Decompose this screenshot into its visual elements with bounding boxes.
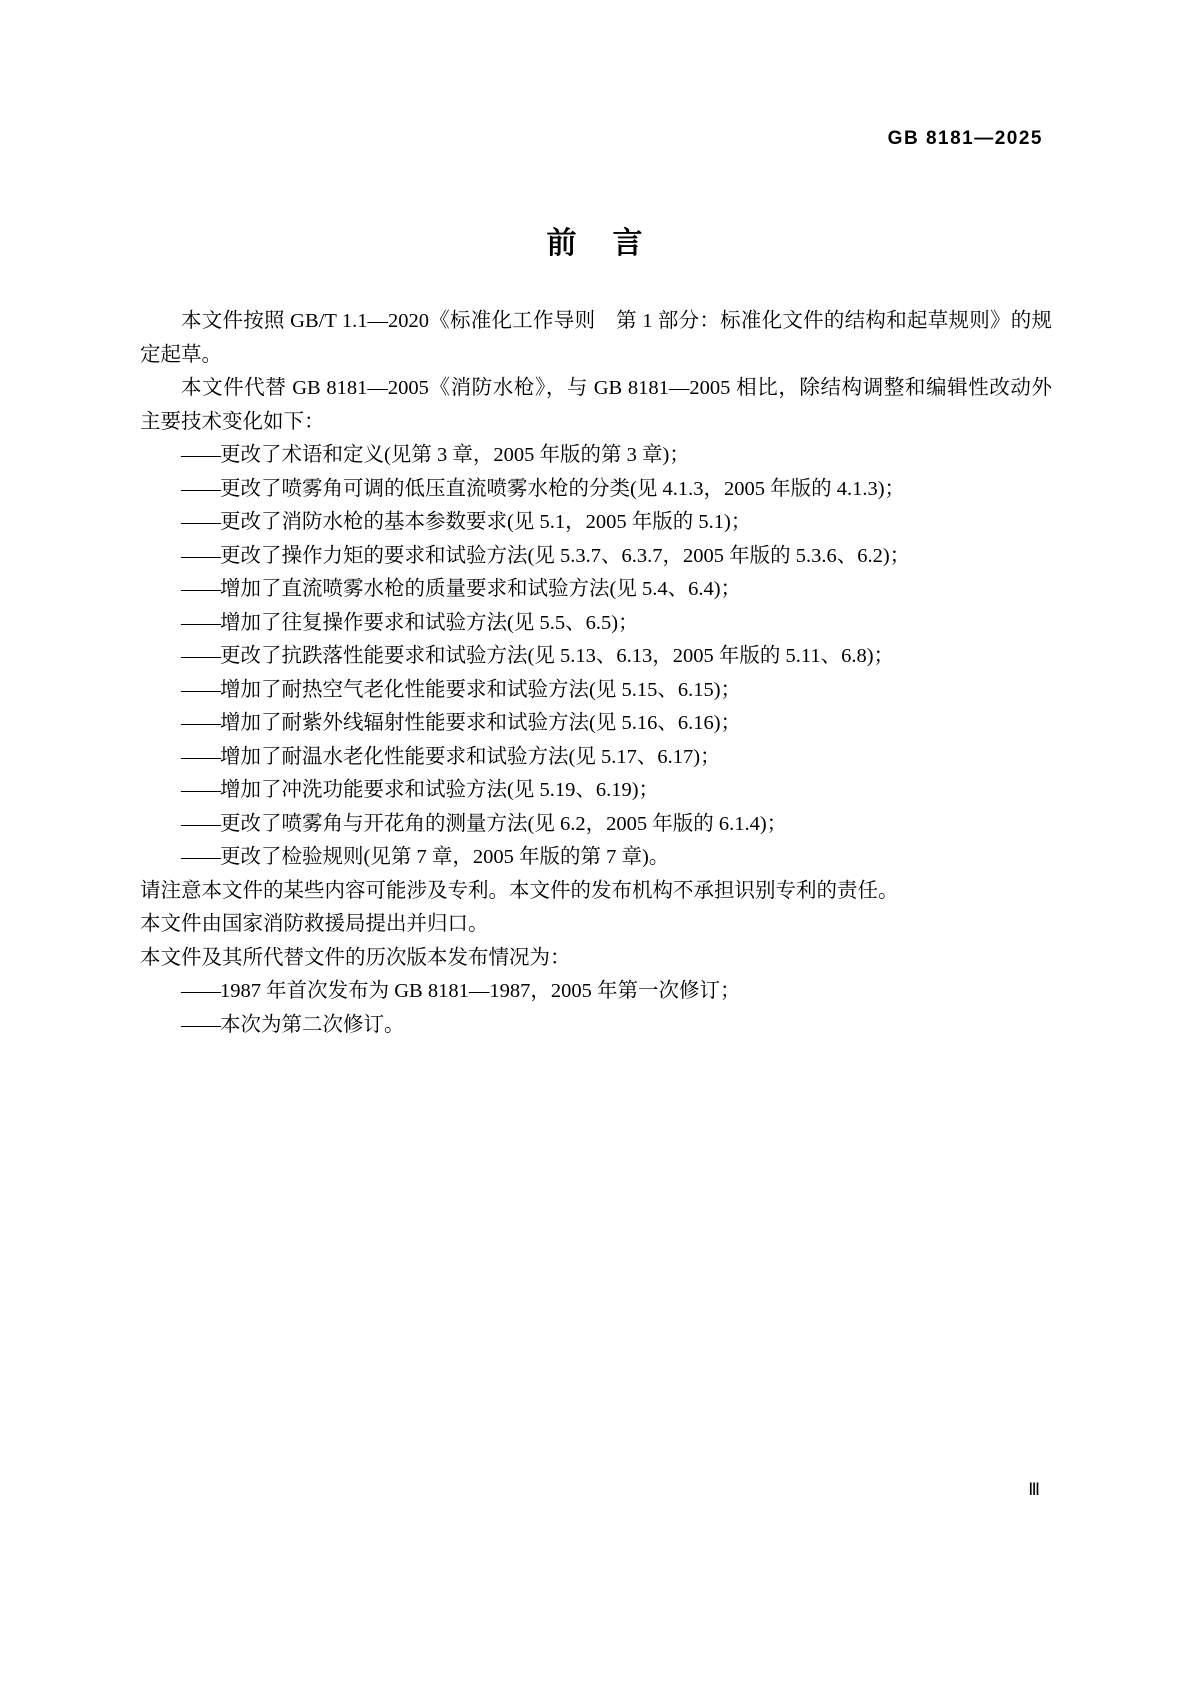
- page-number: Ⅲ: [1028, 1480, 1041, 1499]
- page-title-part1: 前: [546, 227, 579, 260]
- list-item-text: 本次为第二次修订。: [220, 1013, 405, 1036]
- dash-marker: ——: [181, 712, 220, 734]
- list-item: [140, 707, 1052, 741]
- list-item-text: 更改了术语和定义(见第 3 章，2005 年版的第 3 章)；: [220, 444, 690, 466]
- page-header-standard-number: GB 8181—2025: [887, 128, 1043, 149]
- list-item-text: 增加了耐热空气老化性能要求和试验方法(见 5.15、6.15)；: [220, 678, 742, 701]
- document-body: [140, 305, 1052, 1042]
- list-item: [140, 741, 1052, 775]
- dash-marker: ——: [181, 611, 220, 634]
- dash-marker: ——: [181, 846, 220, 868]
- paragraph-revision-history-intro: 本文件及其所代替文件的历次版本发布情况为：: [140, 946, 571, 969]
- list-item: [140, 573, 1052, 607]
- list-item: [140, 1009, 1052, 1043]
- paragraph-replaces: 本文件代替 GB 8181—2005《消防水枪》，与 GB 8181—2005 相比，除结构调整和编辑性改动外主要技术变化如下：: [140, 377, 1052, 433]
- list-item-text: 更改了抗跌落性能要求和试验方法(见 5.13、6.13，2005 年版的 5.11、6.8)；: [220, 645, 895, 667]
- paragraph-proposing-body: 本文件由国家消防救援局提出并归口。: [140, 913, 489, 935]
- list-item: [140, 774, 1052, 808]
- paragraph-patent-notice: 请注意本文件的某些内容可能涉及专利。本文件的发布机构不承担识别专利的责任。: [140, 879, 899, 902]
- list-item: [140, 640, 1052, 674]
- list-item: [140, 841, 1052, 875]
- list-item: [140, 607, 1052, 641]
- changes-list: [140, 439, 1052, 875]
- list-item-text: 更改了喷雾角可调的低压直流喷雾水枪的分类(见 4.1.3，2005 年版的 4.1.3)；: [220, 477, 906, 500]
- paragraph-scope: 本文件按照 GB/T 1.1—2020《标准化工作导则 第 1 部分：标准化文件的结构和起草规则》的规定起草。: [140, 310, 1052, 366]
- dash-marker: ——: [181, 511, 220, 533]
- list-item: [140, 975, 1052, 1009]
- list-item-text: 更改了消防水枪的基本参数要求(见 5.1，2005 年版的 5.1)；: [220, 511, 752, 533]
- list-item-text: 更改了操作力矩的要求和试验方法(见 5.3.7、6.3.7，2005 年版的 5.3.6、6.2)；: [220, 544, 911, 567]
- list-item-text: 增加了耐温水老化性能要求和试验方法(见 5.17、6.17)；: [220, 745, 721, 768]
- page-title-part2: 言: [612, 227, 645, 260]
- list-item: [140, 439, 1052, 473]
- dash-marker: ——: [181, 477, 220, 500]
- list-item: [140, 473, 1052, 507]
- list-item-text: 增加了直流喷雾水枪的质量要求和试验方法(见 5.4、6.4)；: [220, 578, 742, 600]
- list-item: [140, 674, 1052, 708]
- list-item-text: 增加了往复操作要求和试验方法(见 5.5、6.5)；: [220, 611, 639, 634]
- list-item-text: 更改了检验规则(见第 7 章，2005 年版的第 7 章)。: [220, 846, 670, 868]
- dash-marker: ——: [181, 444, 220, 466]
- dash-marker: ——: [181, 544, 220, 567]
- list-item-text: 增加了耐紫外线辐射性能要求和试验方法(见 5.16、6.16)；: [220, 712, 742, 734]
- list-item-text: 1987 年首次发布为 GB 8181—1987，2005 年第一次修订；: [220, 980, 741, 1002]
- dash-marker: ——: [181, 645, 220, 667]
- list-item: [140, 808, 1052, 842]
- list-item: [140, 506, 1052, 540]
- list-item: [140, 540, 1052, 574]
- dash-marker: ——: [181, 980, 220, 1002]
- list-item-text: 增加了冲洗功能要求和试验方法(见 5.19、6.19)；: [220, 779, 660, 801]
- dash-marker: ——: [181, 678, 220, 701]
- revision-history-list: [140, 975, 1052, 1042]
- dash-marker: ——: [181, 812, 220, 835]
- dash-marker: ——: [181, 578, 220, 600]
- list-item-text: 更改了喷雾角与开花角的测量方法(见 6.2，2005 年版的 6.1.4)；: [220, 812, 788, 835]
- dash-marker: ——: [181, 745, 220, 768]
- page-title: [0, 218, 1191, 262]
- dash-marker: ——: [181, 779, 220, 801]
- dash-marker: ——: [181, 1013, 220, 1036]
